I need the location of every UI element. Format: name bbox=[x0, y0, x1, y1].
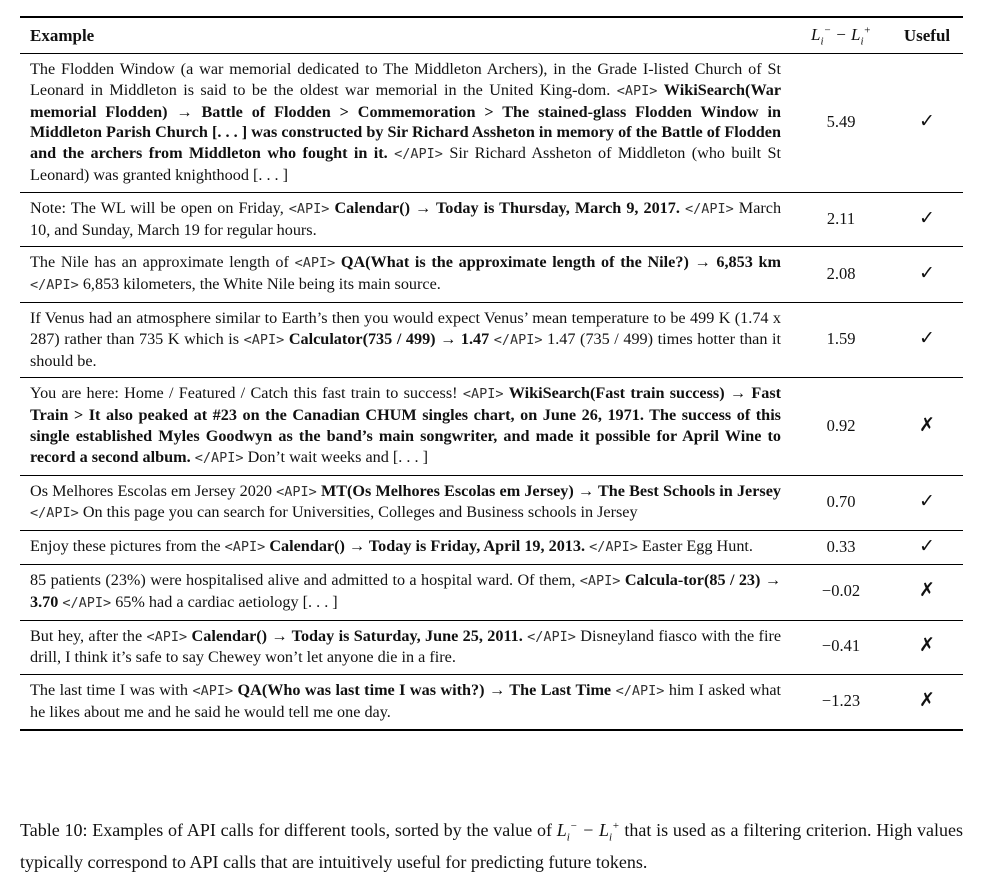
table-row bbox=[20, 475, 963, 531]
api-call: Calcula-tor(85 / 23) → 3.70 bbox=[30, 570, 782, 611]
check-icon: ✓ bbox=[891, 192, 963, 247]
example-suffix: Disneyland fiasco with the fire drill, I think it’s safe to say Chewey won’t let anyone die in a fire. bbox=[30, 626, 782, 667]
example-prefix: You are here: Home / Featured / Catch this fast train to success! bbox=[30, 384, 458, 403]
check-icon: ✓ bbox=[891, 54, 963, 193]
example-prefix: Note: The WL will be open on Friday, bbox=[30, 198, 284, 217]
api-close-tag: </API> bbox=[30, 277, 79, 294]
api-close-tag: </API> bbox=[493, 331, 543, 348]
example-suffix: Don’t wait weeks and [. . . ] bbox=[247, 447, 428, 466]
check-icon: ✓ bbox=[891, 247, 963, 303]
api-open-tag: <API> bbox=[294, 255, 336, 272]
example-cell bbox=[20, 54, 791, 193]
api-open-tag: <API> bbox=[192, 683, 234, 700]
api-close-tag: </API> bbox=[684, 200, 734, 217]
score-cell: 1.59 bbox=[791, 303, 891, 378]
score-cell: 0.70 bbox=[791, 475, 891, 531]
table-row bbox=[20, 564, 963, 620]
example-suffix: 6,853 kilometers, the White Nile being its main source. bbox=[82, 275, 441, 294]
example-cell bbox=[20, 303, 791, 378]
score-cell: 0.92 bbox=[791, 378, 891, 475]
example-prefix: If Venus had an atmosphere similar to Earth’s then you would expect Venus’ mean temperature to be 499 K (1.74 x 287) rather than 735 K which is bbox=[30, 309, 781, 348]
api-open-tag: <API> bbox=[579, 572, 621, 589]
api-open-tag: <API> bbox=[276, 483, 317, 500]
example-cell bbox=[20, 531, 791, 565]
table-row bbox=[20, 531, 963, 565]
example-prefix: The Nile has an approximate length of bbox=[30, 253, 289, 272]
score-cell: −0.41 bbox=[791, 620, 891, 675]
caption-text-before: Table 10: Examples of API calls for different tools, sorted by the value of bbox=[20, 820, 552, 840]
cross-icon: ✗ bbox=[891, 620, 963, 675]
check-icon: ✓ bbox=[891, 303, 963, 378]
example-prefix: But hey, after the bbox=[30, 626, 143, 645]
api-call: Calendar() → Today is Friday, April 19, 2013. bbox=[269, 537, 586, 556]
examples-table-container bbox=[20, 16, 963, 731]
table-body bbox=[20, 54, 963, 730]
table-row bbox=[20, 378, 963, 475]
api-examples-table bbox=[20, 16, 963, 731]
example-prefix: The last time I was with bbox=[30, 681, 188, 700]
api-call: QA(Who was last time I was with?) → The Last Time bbox=[237, 681, 612, 700]
api-call: Calculator(735 / 499) → 1.47 bbox=[288, 329, 490, 348]
example-suffix: March 10, and Sunday, March 19 for regular hours. bbox=[30, 198, 782, 239]
api-call: WikiSearch(Fast train success) → Fast Train > It also peaked at #23 on the Canadian CHUM singles chart, on June 26, 1971. The success of this single established Myles Goodwyn as the band’s main songwriter, and made it possible for April Wine to record a second album. bbox=[30, 384, 782, 466]
example-suffix: On this page you can search for Universities, Colleges and Business schools in Jersey bbox=[82, 503, 638, 522]
cross-icon: ✗ bbox=[891, 378, 963, 475]
example-suffix: 1.47 (735 / 499) times hotter than it should be. bbox=[30, 329, 782, 370]
api-call: Calendar() → Today is Thursday, March 9, 2017. bbox=[334, 198, 680, 217]
example-suffix: him I asked what he likes about me and he said he would tell me one day. bbox=[30, 681, 782, 721]
score-cell: 2.08 bbox=[791, 247, 891, 303]
score-cell: 0.33 bbox=[791, 531, 891, 565]
api-open-tag: <API> bbox=[243, 331, 285, 348]
api-close-tag: </API> bbox=[527, 628, 576, 645]
check-icon: ✓ bbox=[891, 531, 963, 565]
example-prefix: Enjoy these pictures from the bbox=[30, 537, 221, 556]
table-row bbox=[20, 192, 963, 247]
api-call: Calendar() → Today is Saturday, June 25, 2011. bbox=[191, 626, 523, 645]
cross-icon: ✗ bbox=[891, 564, 963, 620]
example-suffix: 65% had a cardiac aetiology [. . . ] bbox=[115, 592, 338, 611]
header-score bbox=[791, 17, 891, 54]
example-cell bbox=[20, 475, 791, 531]
score-cell: −0.02 bbox=[791, 564, 891, 620]
api-close-tag: </API> bbox=[62, 594, 112, 611]
header-score-math: $L_i^- - L_i^+$ bbox=[811, 24, 871, 48]
example-cell bbox=[20, 564, 791, 620]
api-open-tag: <API> bbox=[462, 386, 504, 403]
check-icon: ✓ bbox=[891, 475, 963, 531]
example-cell bbox=[20, 675, 791, 730]
header-useful: Useful bbox=[891, 17, 963, 54]
example-cell bbox=[20, 378, 791, 475]
example-suffix: Sir Richard Assheton of Middleton (who built St Leonard) was granted knighthood [. . . ] bbox=[30, 144, 782, 185]
table-row bbox=[20, 247, 963, 303]
example-cell bbox=[20, 192, 791, 247]
api-call: QA(What is the approximate length of the Nile?) → 6,853 km bbox=[340, 253, 781, 272]
example-cell bbox=[20, 247, 791, 303]
score-cell: 5.49 bbox=[791, 54, 891, 193]
example-prefix: The Flodden Window (a war memorial dedicated to The Middleton Archers), in the Grade I-listed Church of St Leonard in Middleton is said to be the oldest war memorial in the United King-dom. bbox=[30, 60, 781, 99]
api-call: MT(Os Melhores Escolas em Jersey) → The Best Schools in Jersey bbox=[320, 481, 782, 500]
caption-math: $L_i^- - L_i^+$ bbox=[556, 820, 620, 844]
example-cell bbox=[20, 620, 791, 675]
api-close-tag: </API> bbox=[615, 683, 665, 700]
api-call: WikiSearch(War memorial Flodden) → Battle of Flodden > Commemoration > The stained-glass Flodden Window in Middleton Parish Church [. . . ] was constructed by Sir Richard Assheton in memory of the Battle of Flodden and the archers from Middleton who fought in it. bbox=[30, 80, 782, 163]
api-close-tag: </API> bbox=[589, 539, 638, 556]
example-prefix: Os Melhores Escolas em Jersey 2020 bbox=[30, 481, 272, 500]
score-cell: −1.23 bbox=[791, 675, 891, 730]
api-open-tag: <API> bbox=[616, 82, 658, 99]
api-open-tag: <API> bbox=[224, 539, 266, 556]
api-close-tag: </API> bbox=[394, 146, 443, 163]
api-close-tag: </API> bbox=[30, 505, 79, 522]
api-open-tag: <API> bbox=[146, 628, 188, 645]
example-suffix: Easter Egg Hunt. bbox=[641, 537, 753, 556]
example-prefix: 85 patients (23%) were hospitalised alive and admitted to a hospital ward. Of them, bbox=[30, 570, 576, 589]
api-open-tag: <API> bbox=[288, 200, 330, 217]
table-caption bbox=[20, 814, 963, 874]
caption-text-after: that is used as a filtering criterion. High values typically correspond to API calls that are intuitively useful for predicting future tokens. bbox=[20, 820, 964, 872]
cross-icon: ✗ bbox=[891, 675, 963, 730]
header-example: Example bbox=[20, 17, 791, 54]
table-row bbox=[20, 675, 963, 730]
table-row bbox=[20, 620, 963, 675]
score-cell: 2.11 bbox=[791, 192, 891, 247]
table-row bbox=[20, 54, 963, 193]
table-row bbox=[20, 303, 963, 378]
api-close-tag: </API> bbox=[194, 449, 244, 466]
